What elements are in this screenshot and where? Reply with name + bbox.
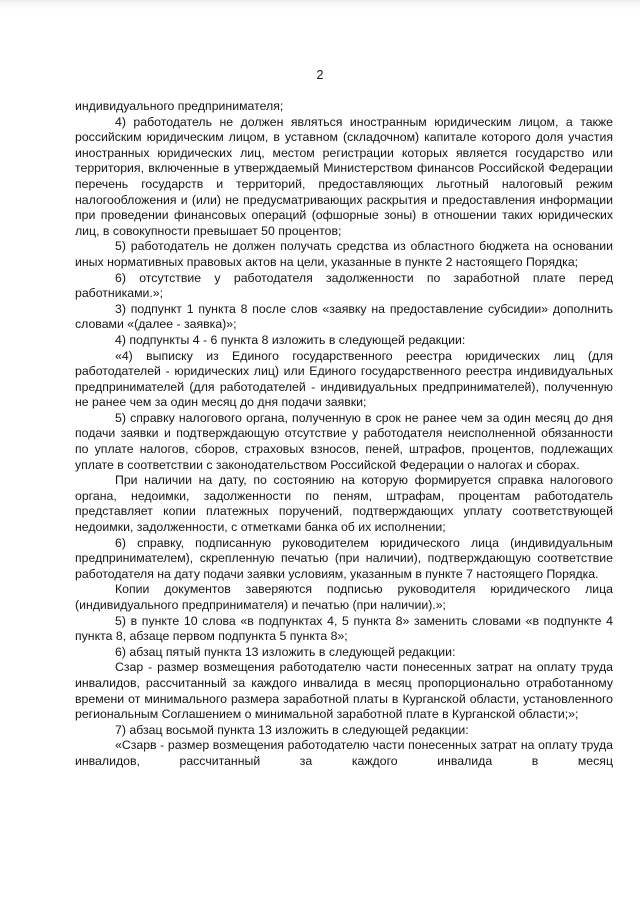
paragraph-16: «Сзарв - размер возмещения работодателю части понесенных затрат на оплату труда инвалидов, рассчитанный за каждого инвалида в месяц: [75, 738, 613, 768]
paragraph-6: 4) подпункты 4 - 6 пункта 8 изложить в следующей редакции:: [115, 332, 466, 347]
document-body: [75, 99, 613, 770]
paragraph-9: При наличии на дату, по состоянию на которую формируется справка налогового органа, недоимки, задолженности по пеням, штрафам, процентам работодатель представляет копии платежных поручений, подтверждающих уплату соответствующей недоимки, задолженности, с отметками банка об их исполнении;: [75, 473, 613, 535]
paragraph-7: «4) выписку из Единого государственного реестра юридических лиц (для работодателей - юридических лиц) или Единого государственного реестра индивидуальных предпринимателей (для работодателей - индивидуальных предпринимателей), полученную не ранее чем за один месяц до дня подачи заявки;: [75, 348, 613, 410]
paragraph-11: Копии документов заверяются подписью руководителя юридического лица (индивидуального предпринимателя) и печатью (при наличии).»;: [75, 582, 613, 612]
paragraph-8: 5) справку налогового органа, полученную в срок не ранее чем за один месяц до дня подачи заявки и подтверждающую отсутствие у работодателя неисполненной обязанности по уплате налогов, сборов, страховых взносов, пеней, штрафов, процентов, подлежащих уплате в соответствии с законодательством Российской Федерации о налогах и сборах.: [75, 410, 613, 472]
scan-edge: [0, 0, 640, 10]
page-number: 2: [316, 68, 324, 82]
paragraph-12: 5) в пункте 10 слова «в подпунктах 4, 5 пункта 8» заменить словами «в подпункте 4 пункта 8, абзаце первом подпункта 5 пункта 8»;: [75, 613, 613, 644]
paragraph-1: индивидуального предпринимателя;: [75, 99, 284, 113]
paragraph-10: 6) справку, подписанную руководителем юридического лица (индивидуальным предпринимателем), скрепленную печатью (при наличии), подтверждающую соответствие работодателя на дату подачи заявки условиям, указанным в пункте 7 настоящего Порядка.: [75, 535, 613, 581]
paragraph-14: Сзар - размер возмещения работодателю части понесенных затрат на оплату труда инвалидов, рассчитанный за каждого инвалида в месяц пропорционально отработанному времени от минимального размера заработной платы в Курганской области, установленного региональным Соглашением о минимальной заработной плате в Курганской области;»;: [75, 660, 613, 722]
paragraph-3: 5) работодатель не должен получать средства из областного бюджета на основании иных нормативных правовых актов на цели, указанные в пункте 2 настоящего Порядка;: [75, 239, 613, 269]
paragraph-5: 3) подпункт 1 пункта 8 после слов «заявку на предоставление субсидии» дополнить словами «(далее - заявка)»;: [75, 301, 613, 332]
paragraph-2: 4) работодатель не должен являться иностранным юридическим лицом, а также российским юридическим лицом, в уставном (складочном) капитале которого доля участия иностранных юридических лиц, местом регистрации которых является государство или территория, включенные в утверждаемый Министерством финансов Российской Федерации перечень государств и территорий, предоставляющих льготный налоговый режим налогообложения и (или) не предусматривающих раскрытия и предоставления информации при проведении финансовых операций (офшорные зоны) в отношении таких юридических лиц, в совокупности превышает 50 процентов;: [75, 114, 613, 238]
paragraph-13: 6) абзац пятый пункта 13 изложить в следующей редакции:: [115, 644, 456, 659]
paragraph-15: 7) абзац восьмой пункта 13 изложить в следующей редакции:: [115, 722, 469, 737]
paragraph-4: 6) отсутствие у работодателя задолженности по заработной плате перед работниками.»;: [75, 270, 613, 301]
